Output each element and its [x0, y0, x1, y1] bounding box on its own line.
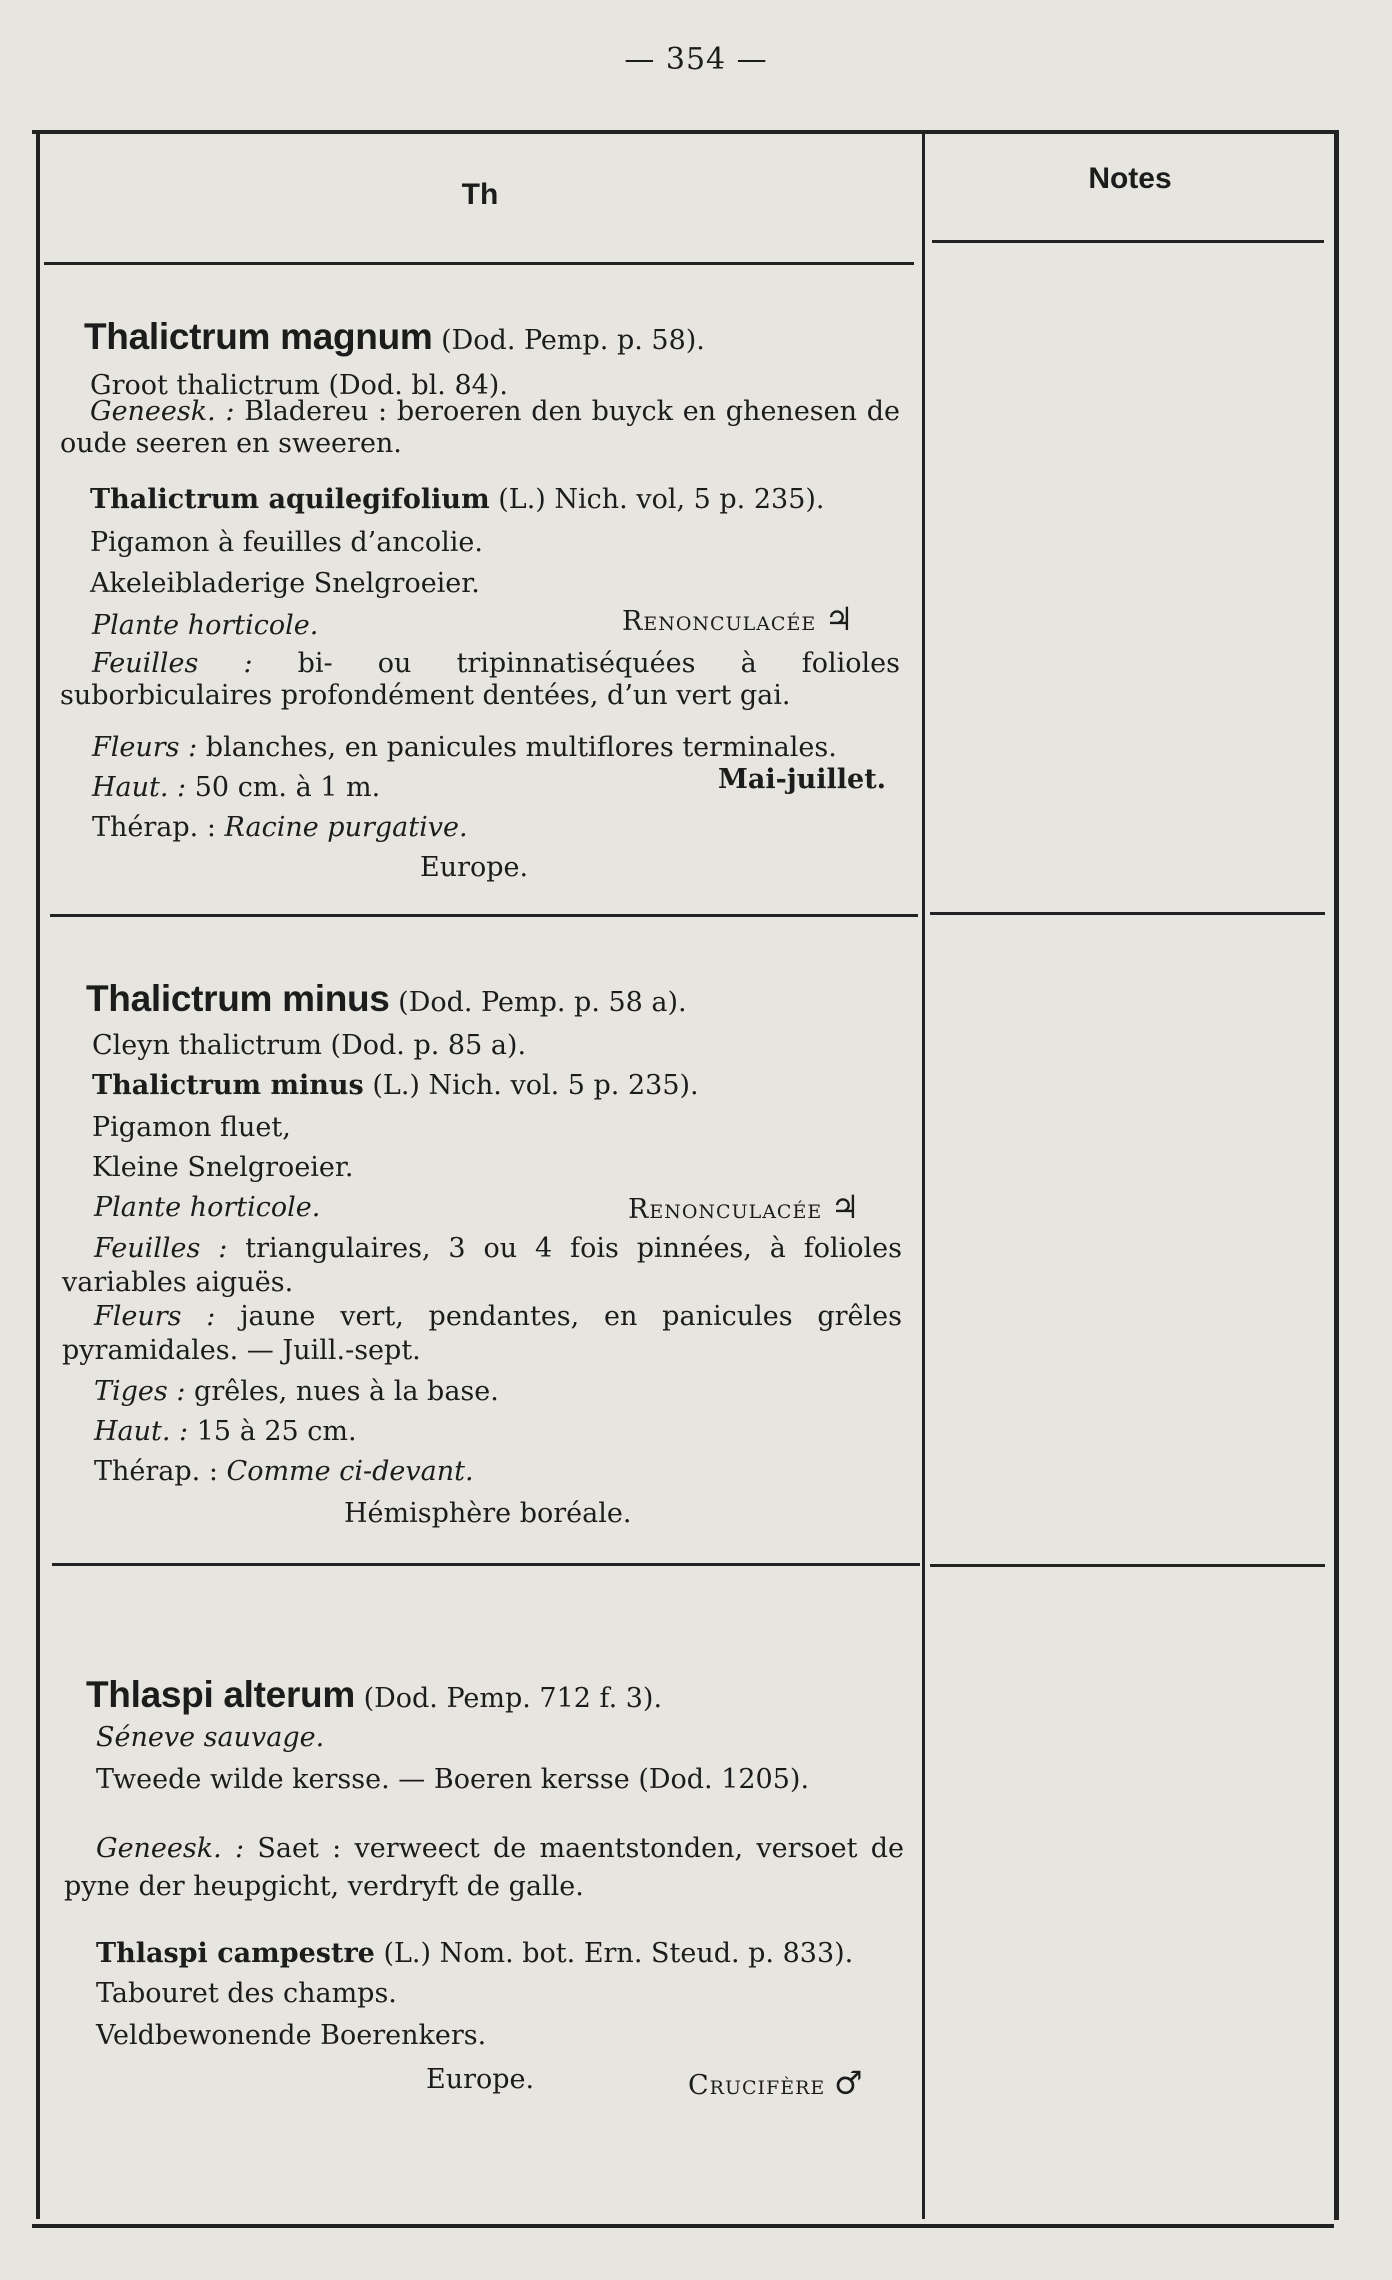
feuilles-text: Feuilles : bi- ou tripinnatiséquées à folioles suborbiculaires profondément dentées, d’un vert gai.	[60, 648, 900, 711]
therapy-text: Thérap. : Racine purgative.	[92, 812, 468, 843]
nomenclature: Thalictrum aquilegifolium (L.) Nich. vol, 5 p. 235).	[90, 484, 825, 515]
plant-family: Renonculacée ♃	[622, 600, 854, 638]
flowering-season: Mai-juillet.	[718, 764, 887, 795]
section-rule-2-right	[930, 1564, 1325, 1567]
perennial-icon: ♃	[824, 600, 854, 638]
french-name: Pigamon fluet,	[92, 1112, 291, 1143]
flemish-name: Tweede wilde kersse. — Boeren kersse (Dod. 1205).	[96, 1764, 810, 1795]
column-header-th: Th	[461, 178, 499, 211]
flemish-name: Groot thalictrum (Dod. bl. 84).	[90, 370, 508, 401]
dutch-name: Kleine Snelgroeier.	[92, 1152, 354, 1183]
species-reference: (Dod. Pemp. p. 58).	[441, 325, 705, 356]
dutch-name: Akeleibladerige Snelgroeier.	[90, 568, 480, 599]
height-text: Haut. : 50 cm. à 1 m.	[92, 772, 381, 803]
dutch-name: Veldbewonende Boerenkers.	[96, 2020, 487, 2051]
plant-type: Plante horticole.	[94, 1192, 321, 1223]
section-rule-1-right	[930, 912, 1325, 915]
page-number: — 354 —	[624, 42, 768, 77]
species-name: Thalictrum magnum	[84, 316, 433, 357]
left-border	[36, 133, 40, 2219]
header-rule-left	[44, 262, 914, 265]
height-text: Haut. : 15 à 25 cm.	[94, 1416, 357, 1447]
fleurs-text: Fleurs : jaune vert, pendantes, en panicules grêles pyramidales. — Juill.-sept.	[62, 1301, 902, 1366]
entry-title	[84, 316, 705, 358]
french-name: Pigamon à feuilles d’ancolie.	[90, 527, 483, 558]
nomenclature: Thlaspi campestre (L.) Nom. bot. Ern. Steud. p. 833).	[96, 1938, 854, 1969]
plant-family: Renonculacée ♃	[628, 1188, 860, 1226]
therapy-text: Thérap. : Comme ci-devant.	[94, 1456, 474, 1487]
feuilles-text: Feuilles : triangulaires, 3 ou 4 fois pinnées, à folioles variables aiguës.	[62, 1233, 903, 1298]
region: Hémisphère boréale.	[344, 1498, 632, 1529]
nomenclature: Thalictrum minus (L.) Nich. vol. 5 p. 235).	[92, 1070, 699, 1101]
perennial-icon: ♃	[830, 1188, 860, 1226]
species-name: Thlaspi alterum	[86, 1674, 355, 1715]
header-rule-right	[932, 240, 1324, 243]
tiges-text: Tiges : grêles, nues à la base.	[94, 1376, 499, 1407]
region: Europe.	[426, 2064, 535, 2095]
species-reference: (Dod. Pemp. p. 58 a).	[398, 987, 687, 1018]
fleurs-text: Fleurs : blanches, en panicules multiflores terminales.	[92, 732, 837, 763]
entry-title	[86, 1674, 662, 1716]
geneesk-text: Geneesk. : Bladereu : beroeren den buyck en ghenesen de oude seeren en sweeren.	[60, 396, 900, 459]
plant-type: Plante horticole.	[92, 610, 319, 641]
species-reference: (Dod. Pemp. 712 f. 3).	[363, 1683, 663, 1714]
section-rule-1-left	[50, 914, 918, 917]
male-icon: ♂	[833, 2064, 863, 2102]
right-border	[1334, 130, 1339, 2220]
entry-title	[86, 978, 687, 1020]
region: Europe.	[420, 852, 529, 883]
flemish-name: Cleyn thalictrum (Dod. p. 85 a).	[92, 1030, 527, 1061]
column-divider	[922, 133, 925, 2219]
french-name: Tabouret des champs.	[96, 1978, 397, 2009]
geneesk-text: Geneesk. : Saet : verweect de maentstonden, versoet de pyne der heupgicht, verdryft de galle.	[64, 1833, 904, 1902]
species-name: Thalictrum minus	[86, 978, 390, 1019]
old-french-name: Séneve sauvage.	[96, 1722, 325, 1753]
plant-family: Crucifère ♂	[688, 2064, 863, 2102]
section-rule-2-left	[52, 1563, 920, 1566]
column-header-notes: Notes	[1088, 162, 1172, 195]
